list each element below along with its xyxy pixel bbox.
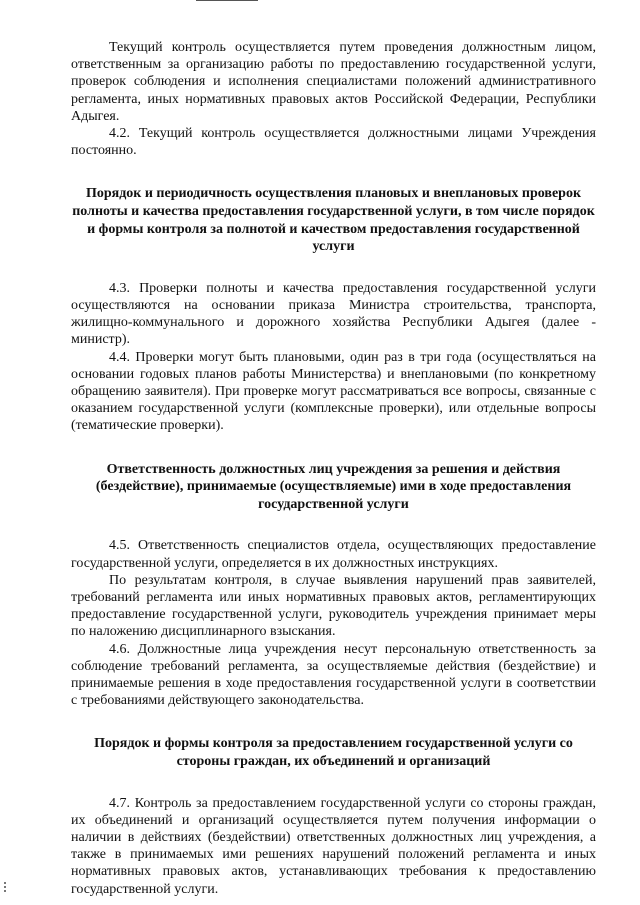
paragraph: По результатам контроля, в случае выявления нарушений прав заявителей, требований регламента или иных нормативных правовых актов, регламентирующих предоставление государственной услуги, руководитель учреждения принимает меры по наложению дисциплинарного взыскания. bbox=[71, 572, 596, 640]
paragraph: 4.3. Проверки полноты и качества предоставления государственной услуги осуществляются на основании приказа Министра строительства, транспорта, жилищно-коммунального и дорожного хозяйства Республики Адыгея (далее - министр). bbox=[71, 280, 596, 348]
scan-edge-mark bbox=[196, 0, 258, 1]
section-heading: Порядок и формы контроля за предоставлением государственной услуги со стороны граждан, их объединений и организаций bbox=[94, 736, 573, 770]
paragraph: Текущий контроль осуществляется путем проведения должностным лицом, ответственным за организацию работы по предоставлению государственной услуги, проверок соблюдения и исполнения специалистами положений административного регламента, иных нормативных правовых актов Российской Федерации, Республики Адыгея. bbox=[71, 40, 596, 124]
paragraph: 4.6. Должностные лица учреждения несут персональную ответственность за соблюдение требований регламента, за осуществляемые действия (бездействие) и принимаемые решения в ходе предоставления государственной услуги в соответствии с требованиями действующего законодательства. bbox=[71, 641, 596, 709]
paragraph: 4.2. Текущий контроль осуществляется должностными лицами Учреждения постоянно. bbox=[71, 126, 596, 159]
paragraph: 4.5. Ответственность специалистов отдела, осуществляющих предоставление государственной услуги, определяется в их должностных инструкциях. bbox=[71, 538, 596, 571]
document-body bbox=[71, 39, 596, 898]
paragraph: 4.4. Проверки могут быть плановыми, один раз в три года (осуществляться на основании годовых планов работы Министерства) и внеплановыми (по конкретному обращению заявителя). При проверке могут рассматриваться все вопросы, связанные с оказанием государственной услуги (комплексные проверки), или отдельные вопросы (тематические проверки). bbox=[71, 349, 596, 434]
section-heading: Порядок и периодичность осуществления плановых и внеплановых проверок полноты и качества предоставления государственной услуги, в том числе порядок и формы контроля за полнотой и качеством предоставления государственной услуги bbox=[72, 186, 595, 255]
section-heading: Ответственность должностных лиц учреждения за решения и действия (бездействие), принимаемые (осуществляемые) ими в ходе предоставления государственной услуги bbox=[95, 461, 572, 512]
paragraph: 4.7. Контроль за предоставлением государственной услуги со стороны граждан, их объединений и организаций осуществляется путем получения информации о наличии в действиях (бездействии) ответственных должностных лиц учреждения, а также в принимаемых ими решениях нарушений положений регламента и иных нормативных правовых актов, устанавливающих требования к предоставлению государственной услуги. bbox=[71, 795, 596, 897]
scan-margin-marks bbox=[2, 880, 8, 898]
